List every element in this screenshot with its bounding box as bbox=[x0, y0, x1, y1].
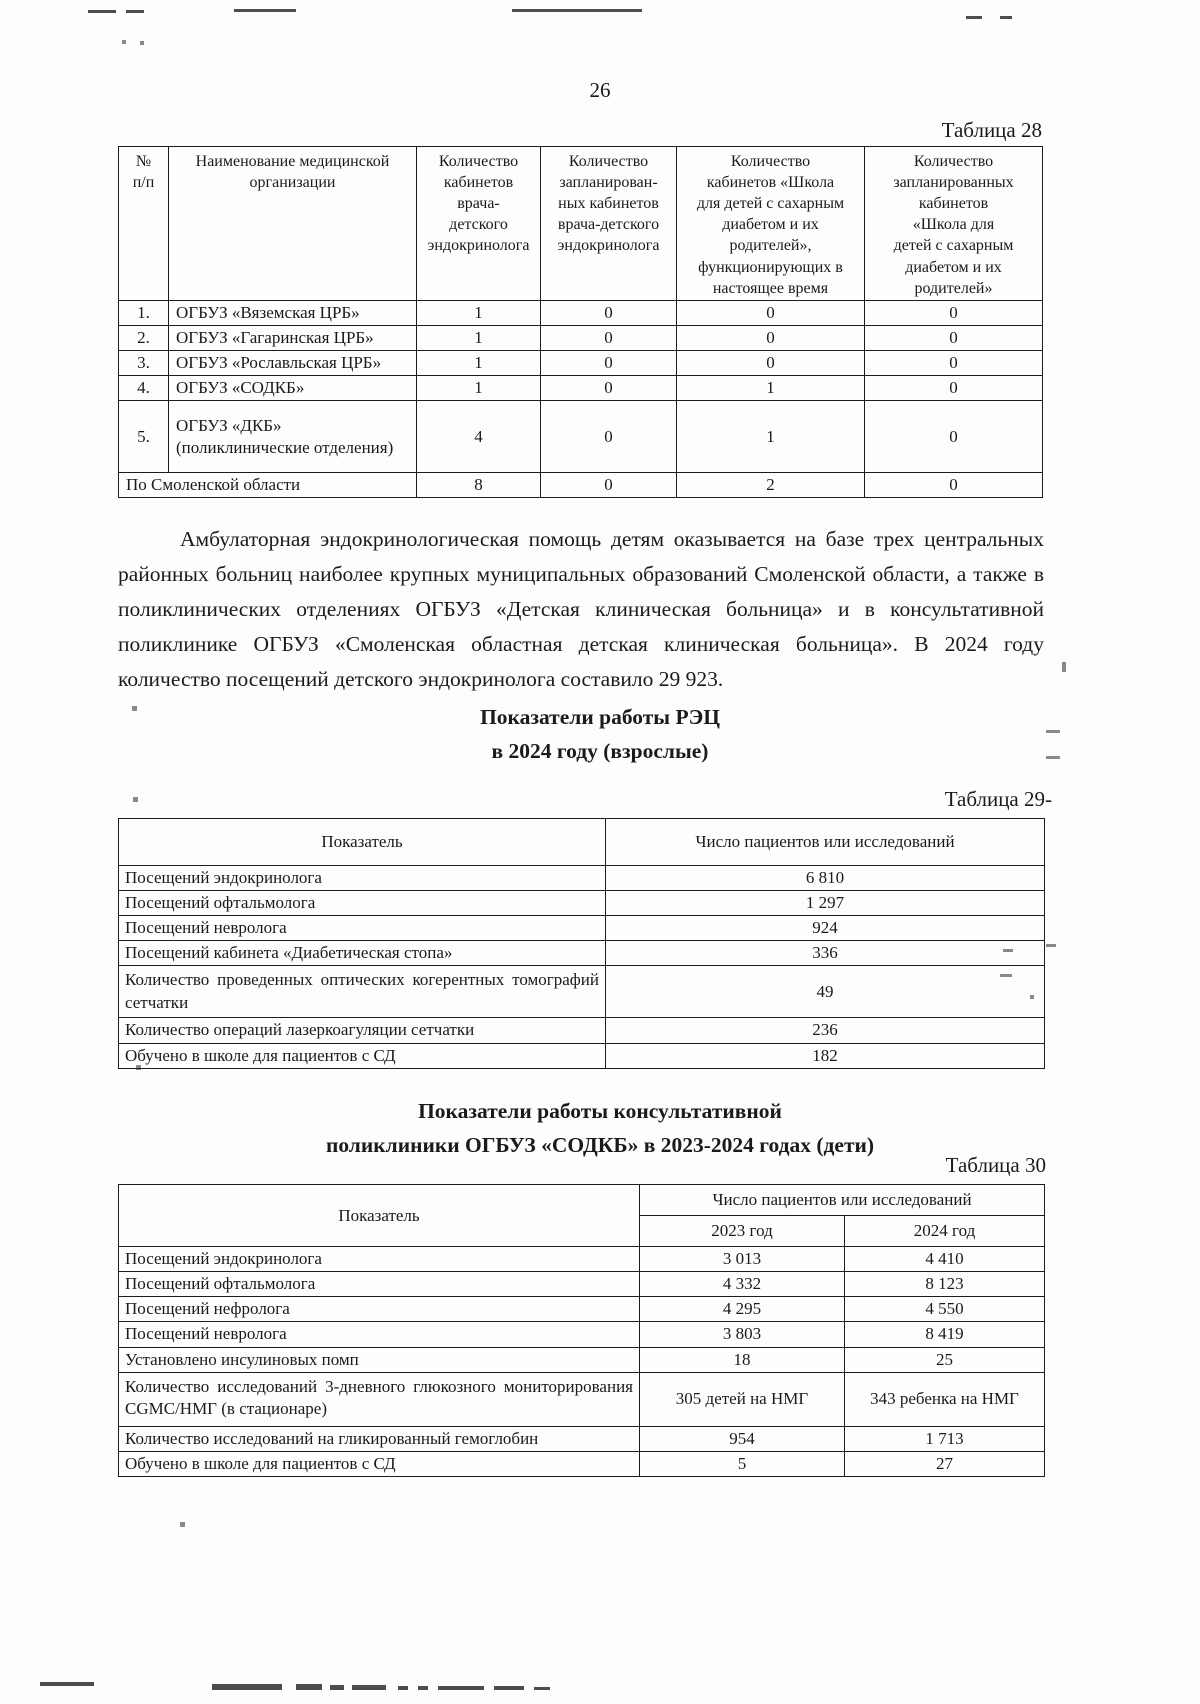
cell-school-active: 0 bbox=[677, 300, 865, 325]
table-30-col-2023: 2023 год bbox=[640, 1216, 845, 1247]
value-2024: 4 410 bbox=[845, 1247, 1045, 1272]
section-title-line-2: в 2024 году (взрослые) bbox=[491, 739, 709, 763]
value-2024: 343 ребенка на НМГ bbox=[845, 1372, 1045, 1426]
cell-planned-rooms: 0 bbox=[541, 300, 677, 325]
cell-planned-rooms: 0 bbox=[541, 325, 677, 350]
indicator-label: Посещений кабинета «Диабетическая стопа» bbox=[119, 941, 606, 966]
cell-rooms: 1 bbox=[417, 325, 541, 350]
indicator-label: Установлено инсулиновых помп bbox=[119, 1347, 640, 1372]
header-line: кабинетов bbox=[918, 195, 989, 213]
total-rooms: 8 bbox=[417, 473, 541, 498]
header-line: настоящее время bbox=[712, 279, 829, 297]
scan-artifact bbox=[212, 1684, 282, 1690]
table-28-col-no bbox=[119, 147, 169, 301]
scan-artifact bbox=[494, 1686, 524, 1690]
header-line: п/п bbox=[132, 174, 155, 192]
total-label: По Смоленской области bbox=[119, 473, 417, 498]
table-row bbox=[119, 300, 1043, 325]
indicator-value: 49 bbox=[606, 966, 1045, 1018]
value-2023: 3 013 bbox=[640, 1247, 845, 1272]
total-school-active: 2 bbox=[677, 473, 865, 498]
value-2024: 8 419 bbox=[845, 1322, 1045, 1347]
cell-school-planned: 0 bbox=[865, 376, 1043, 401]
org-name: ОГБУЗ «Гагаринская ЦРБ» bbox=[169, 325, 417, 350]
header-line: запланированных bbox=[893, 174, 1014, 192]
table-row bbox=[119, 916, 1045, 941]
indicator-label: Количество проведенных оптических когерентных томографий сетчатки bbox=[119, 966, 606, 1018]
scan-artifact bbox=[140, 41, 144, 45]
header-line: «Школа для bbox=[912, 216, 995, 234]
table-30-col-2024: 2024 год bbox=[845, 1216, 1045, 1247]
cell-school-planned: 0 bbox=[865, 350, 1043, 375]
body-paragraph: Амбулаторная эндокринологическая помощь детям оказывается на базе трех центральных районных больниц наиболее крупных муниципальных образований Смоленской области, а также в поликлинических отделениях ОГБУЗ «Детская клиническая больница» и в консультативной поликлинике ОГБУЗ «Смоленская областная детская клиническая больница». В 2024 году количество посещений детского эндокринолога составило 29 923. bbox=[118, 527, 1044, 691]
table-28 bbox=[118, 146, 1043, 498]
table-28-col-school-active bbox=[677, 147, 865, 301]
cell-school-planned: 0 bbox=[865, 325, 1043, 350]
scan-artifact bbox=[126, 10, 144, 13]
cell-school-active: 1 bbox=[677, 376, 865, 401]
header-line: кабинетов «Школа bbox=[706, 174, 835, 192]
indicator-label: Количество исследований 3-дневного глюкозного мониторирования CGMC/НМГ (в стационаре) bbox=[119, 1372, 640, 1426]
section-title-line-1: Показатели работы консультативной bbox=[418, 1099, 782, 1123]
scan-artifact bbox=[438, 1686, 484, 1690]
scan-artifact bbox=[1000, 16, 1012, 19]
page-number: 26 bbox=[589, 78, 611, 102]
header-line: Количество bbox=[730, 153, 811, 170]
header-line: родителей», bbox=[729, 237, 812, 255]
cell-school-active: 0 bbox=[677, 325, 865, 350]
header-line: эндокринолога bbox=[427, 237, 530, 255]
table-28-col-planned-rooms bbox=[541, 147, 677, 301]
indicator-label: Обучено в школе для пациентов с СД bbox=[119, 1451, 640, 1476]
table-row bbox=[119, 1322, 1045, 1347]
total-planned-rooms: 0 bbox=[541, 473, 677, 498]
cell-school-active: 1 bbox=[677, 401, 865, 473]
header-line: ных кабинетов bbox=[558, 195, 659, 213]
table-row bbox=[119, 1018, 1045, 1043]
header-line: врача-детского bbox=[557, 216, 660, 234]
header-line: Количество bbox=[438, 153, 519, 170]
header-line: детского bbox=[449, 216, 508, 234]
indicator-label: Посещений нефролога bbox=[119, 1297, 640, 1322]
table-28-caption: Таблица 28 bbox=[941, 118, 1042, 142]
indicator-value: 182 bbox=[606, 1043, 1045, 1068]
header-line: запланирован- bbox=[559, 174, 658, 192]
table-29-header-row bbox=[119, 819, 1045, 866]
section-title-rec bbox=[0, 700, 1200, 768]
table-28-col-school-planned bbox=[865, 147, 1043, 301]
value-2023: 4 332 bbox=[640, 1272, 845, 1297]
cell-rooms: 1 bbox=[417, 300, 541, 325]
org-name: ОГБУЗ «СОДКБ» bbox=[169, 376, 417, 401]
table-30 bbox=[118, 1184, 1045, 1477]
indicator-label: Обучено в школе для пациентов с СД bbox=[119, 1043, 606, 1068]
header-line: Количество bbox=[568, 153, 649, 170]
scan-artifact bbox=[330, 1685, 344, 1690]
row-number: 2. bbox=[119, 325, 169, 350]
table-29 bbox=[118, 818, 1045, 1069]
scan-artifact bbox=[1062, 662, 1066, 672]
table-row bbox=[119, 350, 1043, 375]
header-line: эндокринолога bbox=[557, 237, 660, 255]
value-2023: 3 803 bbox=[640, 1322, 845, 1347]
scan-artifact bbox=[88, 10, 116, 13]
row-number: 4. bbox=[119, 376, 169, 401]
indicator-label: Посещений эндокринолога bbox=[119, 866, 606, 891]
header-line: кабинетов bbox=[443, 174, 514, 192]
scan-artifact bbox=[1046, 944, 1056, 947]
table-30-col-group: Число пациентов или исследований bbox=[640, 1185, 1045, 1216]
cell-rooms: 1 bbox=[417, 376, 541, 401]
scan-artifact bbox=[966, 16, 982, 19]
total-school-planned: 0 bbox=[865, 473, 1043, 498]
table-total-row bbox=[119, 473, 1043, 498]
value-2023: 18 bbox=[640, 1347, 845, 1372]
header-line: для детей с сахарным bbox=[696, 195, 845, 213]
header-line: функционирующих в bbox=[698, 258, 843, 276]
table-28-header-row bbox=[119, 147, 1043, 301]
scan-artifact bbox=[234, 9, 296, 12]
indicator-label: Посещений офтальмолога bbox=[119, 891, 606, 916]
table-row bbox=[119, 401, 1043, 473]
cell-planned-rooms: 0 bbox=[541, 376, 677, 401]
value-2024: 1 713 bbox=[845, 1426, 1045, 1451]
table-row bbox=[119, 941, 1045, 966]
indicator-value: 6 810 bbox=[606, 866, 1045, 891]
scan-artifact bbox=[180, 1522, 185, 1527]
scan-artifact bbox=[122, 40, 126, 44]
value-2023: 4 295 bbox=[640, 1297, 845, 1322]
scan-artifact bbox=[40, 1682, 94, 1686]
table-30-col-indicator: Показатель bbox=[119, 1185, 640, 1247]
header-line: Наименование медицинской bbox=[195, 153, 390, 170]
section-title-line-1: Показатели работы РЭЦ bbox=[480, 705, 720, 729]
indicator-label: Посещений офтальмолога bbox=[119, 1272, 640, 1297]
indicator-label: Количество исследований на гликированный гемоглобин bbox=[119, 1426, 640, 1451]
table-29-col-indicator: Показатель bbox=[119, 819, 606, 866]
header-line: диабетом и их bbox=[905, 258, 1002, 276]
row-number: 5. bbox=[119, 401, 169, 473]
row-number: 3. bbox=[119, 350, 169, 375]
header-line: диабетом и их bbox=[722, 216, 819, 234]
header-line: организации bbox=[249, 174, 336, 192]
cell-planned-rooms: 0 bbox=[541, 350, 677, 375]
cell-rooms: 1 bbox=[417, 350, 541, 375]
indicator-value: 336 bbox=[606, 941, 1045, 966]
value-2024: 27 bbox=[845, 1451, 1045, 1476]
scan-artifact bbox=[534, 1687, 550, 1690]
cell-school-planned: 0 bbox=[865, 300, 1043, 325]
table-row bbox=[119, 866, 1045, 891]
table-29-caption: Таблица 29- bbox=[944, 787, 1052, 811]
scan-artifact bbox=[398, 1686, 408, 1690]
cell-planned-rooms: 0 bbox=[541, 401, 677, 473]
org-name: ОГБУЗ «ДКБ» (поликлинические отделения) bbox=[169, 401, 417, 473]
indicator-value: 1 297 bbox=[606, 891, 1045, 916]
table-30-caption: Таблица 30 bbox=[945, 1153, 1046, 1177]
table-row bbox=[119, 966, 1045, 1018]
indicator-label: Посещений невролога bbox=[119, 1322, 640, 1347]
section-title-sodkb bbox=[0, 1094, 1200, 1162]
scan-artifact bbox=[512, 9, 642, 12]
table-28-col-org bbox=[169, 147, 417, 301]
table-row bbox=[119, 376, 1043, 401]
table-row bbox=[119, 1451, 1045, 1476]
table-row bbox=[119, 1347, 1045, 1372]
value-2023: 5 bbox=[640, 1451, 845, 1476]
row-number: 1. bbox=[119, 300, 169, 325]
cell-rooms: 4 bbox=[417, 401, 541, 473]
header-line: врача- bbox=[457, 195, 500, 213]
indicator-value: 924 bbox=[606, 916, 1045, 941]
cell-school-planned: 0 bbox=[865, 401, 1043, 473]
indicator-label: Посещений невролога bbox=[119, 916, 606, 941]
org-name: ОГБУЗ «Вяземская ЦРБ» bbox=[169, 300, 417, 325]
table-row bbox=[119, 1372, 1045, 1426]
value-2024: 8 123 bbox=[845, 1272, 1045, 1297]
org-name: ОГБУЗ «Рославльская ЦРБ» bbox=[169, 350, 417, 375]
scan-artifact bbox=[352, 1685, 386, 1690]
table-row bbox=[119, 891, 1045, 916]
scan-artifact bbox=[418, 1686, 428, 1690]
header-line: детей с сахарным bbox=[893, 237, 1014, 255]
header-line: родителей» bbox=[914, 279, 993, 297]
table-row bbox=[119, 1043, 1045, 1068]
indicator-value: 236 bbox=[606, 1018, 1045, 1043]
table-30-header-row-top bbox=[119, 1185, 1045, 1216]
header-line: Количество bbox=[913, 153, 994, 170]
indicator-label: Посещений эндокринолога bbox=[119, 1247, 640, 1272]
indicator-label: Количество операций лазеркоагуляции сетчатки bbox=[119, 1018, 606, 1043]
header-line: № bbox=[135, 153, 152, 170]
scan-artifact bbox=[296, 1684, 322, 1690]
cell-school-active: 0 bbox=[677, 350, 865, 375]
table-row bbox=[119, 1297, 1045, 1322]
value-2024: 25 bbox=[845, 1347, 1045, 1372]
table-29-col-count: Число пациентов или исследований bbox=[606, 819, 1045, 866]
value-2024: 4 550 bbox=[845, 1297, 1045, 1322]
table-row bbox=[119, 325, 1043, 350]
table-row bbox=[119, 1272, 1045, 1297]
value-2023: 954 bbox=[640, 1426, 845, 1451]
table-row bbox=[119, 1426, 1045, 1451]
table-row bbox=[119, 1247, 1045, 1272]
table-28-col-rooms bbox=[417, 147, 541, 301]
section-title-line-2: поликлиники ОГБУЗ «СОДКБ» в 2023-2024 годах (дети) bbox=[325, 1133, 875, 1157]
value-2023: 305 детей на НМГ bbox=[640, 1372, 845, 1426]
